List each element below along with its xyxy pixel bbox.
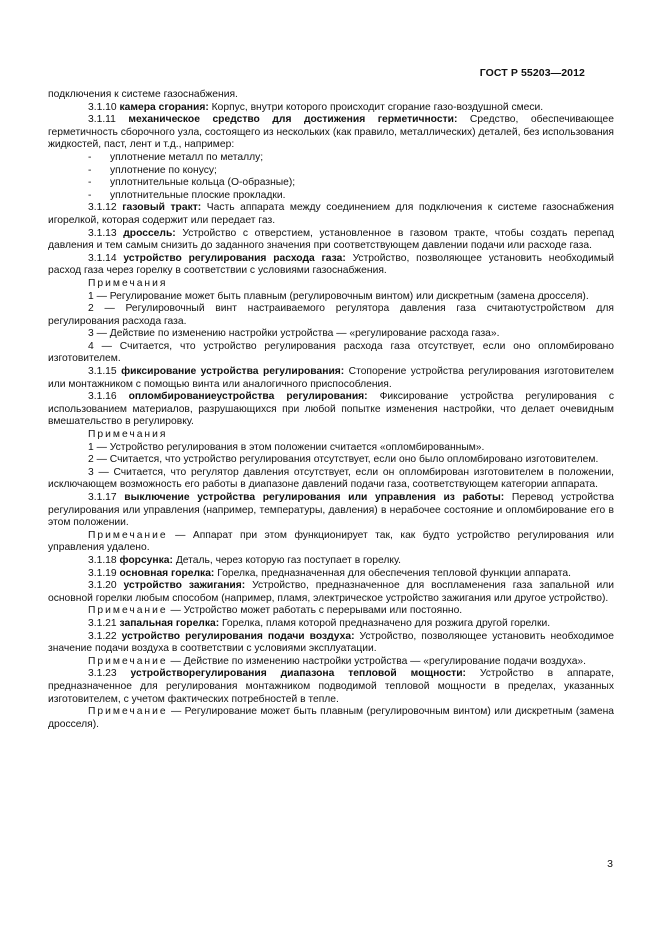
definition-paragraph <box>48 366 614 391</box>
term: выключение устройства регулирования или управления из работы: <box>124 492 505 503</box>
list-item <box>48 190 614 203</box>
term: устройство зажигания: <box>123 580 246 592</box>
definition-paragraph <box>48 668 614 706</box>
paragraph-text: 3 — Действие по изменению настройки устройства — «регулирование расхода газа». <box>88 328 500 340</box>
paragraph-text: Горелка, пламя которой предназначено для розжига другой горелки. <box>222 617 551 629</box>
paragraph-text: 2 — Считается, что устройство регулирования отсутствует, если оно было опломбировано изготовителем. <box>88 454 599 466</box>
note-paragraph <box>48 429 614 442</box>
paragraph-text: подключения к системе газоснабжения. <box>48 89 238 100</box>
paragraph-text: — Действие по изменению настройки устройства — «регулирование подачи воздуха». <box>170 655 587 667</box>
paragraph-text: 4 — Считается, что устройство регулирования расхода газа отсутствует, если оно опломбировано изготовителем. <box>48 340 614 365</box>
paragraph-text: 3 — Считается, что регулятор давления отсутствует, если он опломбирован изготовителем в положении, исключающем возможность его работы в диапазоне давлений подачи газа, соответствующем категории аппарата. <box>48 466 614 491</box>
paragraph-text: Устройство с отверстием, установленное в газовом тракте, чтобы создать перепад давления и тем самым снизить до заданного значения при соответствующем давлении подачи или расходе газа. <box>48 227 614 252</box>
list-item <box>48 165 614 178</box>
clause-number: 3.1.13 <box>88 227 124 239</box>
definition-paragraph <box>48 228 614 253</box>
text-paragraph <box>48 328 614 341</box>
paragraph-text: — Регулирование может быть плавным (регулировочным винтом) или дискретным (замена дросселя). <box>48 706 614 730</box>
note-label: Примечание <box>88 605 168 617</box>
text-paragraph <box>48 89 614 102</box>
document-code: ГОСТ Р 55203—2012 <box>479 67 585 79</box>
note-paragraph <box>48 605 614 618</box>
list-dash: - <box>88 151 92 163</box>
paragraph-text: Устройство, предназначенное для воспламенения газа запальной или основной горелки любым способом (например, пламя, электрическое устройство зажигания или другое устройство). <box>48 580 614 604</box>
note-label: Примечания <box>88 429 168 441</box>
list-item-text: уплотнение металл по металлу; <box>110 151 264 163</box>
definition-paragraph <box>48 391 614 429</box>
term: устройстворегулирования диапазона тепловой мощности: <box>130 668 466 680</box>
list-item <box>48 177 614 190</box>
note-label: Примечание <box>88 706 168 718</box>
definition-paragraph <box>48 202 614 227</box>
list-item-text: уплотнение по конусу; <box>110 164 217 176</box>
term: дроссель: <box>123 227 176 239</box>
term: механическое средство для достижения герметичности: <box>128 114 458 126</box>
term: опломбированиеустройства регулирования: <box>128 391 368 403</box>
term: основная горелка: <box>119 567 215 579</box>
definition-paragraph <box>48 631 614 656</box>
note-label: Примечания <box>88 277 168 289</box>
paragraph-text: Корпус, внутри которого происходит сгорание газо-воздушной смеси. <box>211 101 544 113</box>
clause-number: 3.1.15 <box>88 366 122 378</box>
clause-number: 3.1.20 <box>88 580 124 592</box>
paragraph-text: Деталь, через которую газ поступает в горелку. <box>175 554 402 566</box>
document-body <box>48 89 614 731</box>
definition-paragraph <box>48 580 614 605</box>
term: запальная горелка: <box>119 617 220 629</box>
term: устройство регулирования подачи воздуха: <box>121 630 355 642</box>
paragraph-text: — Устройство может работать с перерывами или постоянно. <box>170 605 463 617</box>
clause-number: 3.1.18 <box>88 554 120 566</box>
note-label: Примечание <box>88 655 168 667</box>
note-paragraph <box>48 656 614 669</box>
list-dash: - <box>88 189 92 201</box>
paragraph-text: Перевод устройства регулирования или управления (например, температуры, давления) в нерабочее состояние и опломбирование его в этом положении. <box>48 492 614 529</box>
note-label: Примечание <box>88 529 168 541</box>
text-paragraph <box>48 454 614 467</box>
paragraph-text: Устройство, позволяющее установить необходимое значение подачи воздуха в соответствии с условиями эксплуатации. <box>48 630 614 655</box>
clause-number: 3.1.17 <box>88 492 125 503</box>
paragraph-text: Средство, обеспечивающее герметичность сборочного узла, состоящего из нескольких (как правило, металлических) деталей, без использования жидкостей, паст, лент и т.д., например: <box>48 114 614 151</box>
clause-number: 3.1.10 <box>88 101 120 113</box>
note-paragraph <box>48 706 614 731</box>
clause-number: 3.1.16 <box>88 391 129 403</box>
definition-paragraph <box>48 568 614 581</box>
clause-number: 3.1.23 <box>88 668 131 680</box>
clause-number: 3.1.22 <box>88 630 122 642</box>
paragraph-text: Часть аппарата между соединением для подключения к системе газоснабжения игорелкой, которая содержит или передает газ. <box>48 202 614 226</box>
text-paragraph <box>48 341 614 366</box>
term: форсунка: <box>119 554 173 566</box>
paragraph-text: Фиксирование устройства регулирования с использованием материалов, разрушающихся при любой попытке изменения настройки, что делает очевидным вмешательство в регулировку. <box>48 391 614 428</box>
clause-number: 3.1.14 <box>88 252 124 264</box>
paragraph-text: Горелка, предназначенная для обеспечения тепловой функции аппарата. <box>217 567 571 579</box>
paragraph-text: 1 — Регулирование может быть плавным (регулировочным винтом) или дискретным (замена дросселя). <box>88 290 589 302</box>
list-dash: - <box>88 164 92 176</box>
term: газовый тракт: <box>122 202 202 214</box>
list-item-text: уплотнительные кольца (О-образные); <box>110 177 296 189</box>
paragraph-text: Устройство в аппарате, предназначенное для регулирования монтажником подводимой тепловой мощности в пределах, указанных изготовителем, с учетом фактических потребностей в тепле. <box>48 668 614 705</box>
text-paragraph <box>48 303 614 328</box>
note-paragraph <box>48 530 614 555</box>
paragraph-text: 2 — Регулировочный винт настраиваемого регулятора давления газа считаютустройством для регулирования расхода газа. <box>48 303 614 327</box>
list-dash: - <box>88 177 92 189</box>
note-paragraph <box>48 278 614 291</box>
clause-number: 3.1.12 <box>88 202 123 214</box>
definition-paragraph <box>48 492 614 530</box>
text-paragraph <box>48 442 614 455</box>
definition-paragraph <box>48 253 614 278</box>
clause-number: 3.1.19 <box>88 567 120 579</box>
list-item <box>48 152 614 165</box>
paragraph-text: Устройство, позволяющее установить необходимый расход газа через горелку в соответствии с условиями газоснабжения. <box>48 252 614 277</box>
definition-paragraph <box>48 102 614 115</box>
term: устройство регулирования расхода газа: <box>123 252 346 264</box>
term: камера сгорания: <box>119 101 209 113</box>
text-paragraph <box>48 291 614 304</box>
list-item-text: уплотнительные плоские прокладки. <box>110 189 286 201</box>
definition-paragraph <box>48 114 614 152</box>
paragraph-text: 1 — Устройство регулирования в этом положении считается «опломбированным». <box>88 441 485 453</box>
definition-paragraph <box>48 555 614 568</box>
text-paragraph <box>48 467 614 492</box>
clause-number: 3.1.11 <box>88 114 129 126</box>
page-number: 3 <box>607 858 613 870</box>
term: фиксирование устройства регулирования: <box>121 366 345 378</box>
clause-number: 3.1.21 <box>88 617 120 629</box>
paragraph-text: — Аппарат при этом функционирует так, как будто устройство регулирования или управления удалено. <box>48 529 614 554</box>
definition-paragraph <box>48 618 614 631</box>
paragraph-text: Стопорение устройства регулирования изготовителем или монтажником с помощью винта или аналогичного приспособления. <box>48 366 614 390</box>
